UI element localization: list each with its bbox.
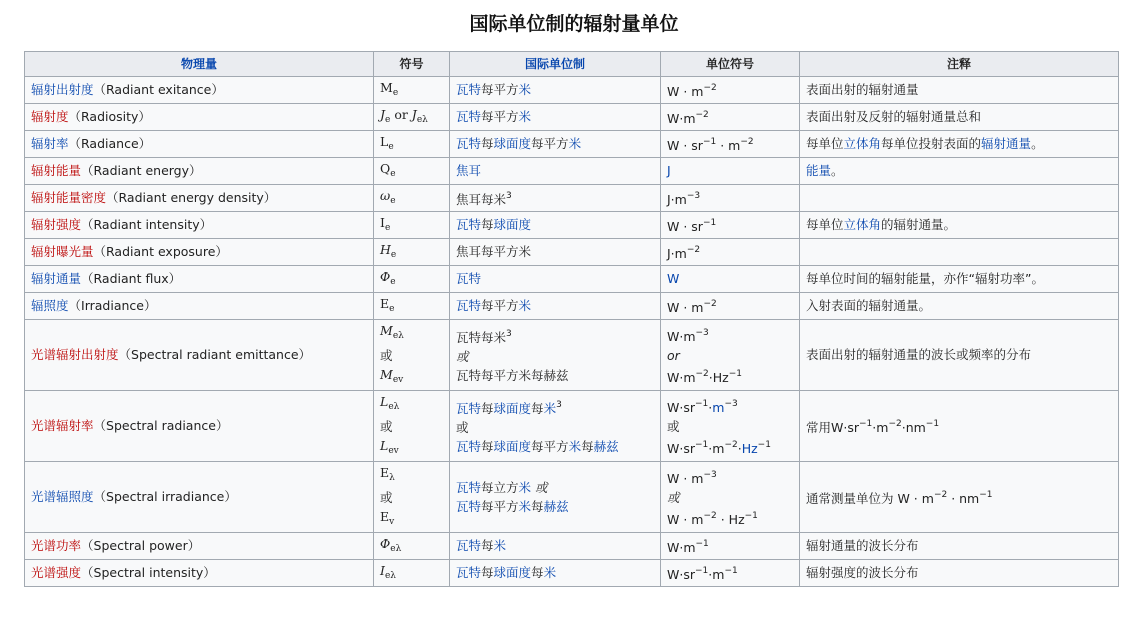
note-text: 每单位投射表面的 (881, 136, 982, 151)
unit-link-watt[interactable]: 瓦特 (456, 480, 482, 495)
quantity-cell (25, 560, 374, 587)
unit-exponent: −1 (744, 510, 758, 521)
symbol-cell (374, 104, 450, 131)
quantity-cell (25, 533, 374, 560)
unit-exponent: 3 (506, 191, 512, 201)
note-text: 的辐射通量。 (881, 217, 957, 232)
unit-symbol-link[interactable]: J (667, 163, 671, 178)
unit-text: 每平方 (481, 499, 519, 514)
unit-symbol: W·m (667, 111, 696, 126)
si-unit-cell (450, 391, 661, 462)
unit-link-meter[interactable]: 米 (568, 439, 582, 454)
unit-link-meter[interactable]: 米 (493, 538, 507, 553)
si-unit-cell (450, 320, 661, 391)
symbol-subscript: e (389, 303, 395, 314)
header-quantity[interactable]: 物理量 (25, 52, 374, 77)
quantity-link-missing[interactable]: 辐射能量 (31, 163, 82, 178)
si-unit-cell (450, 560, 661, 587)
unit-symbol-link[interactable]: m (712, 399, 725, 415)
symbol: M (380, 322, 393, 338)
unit-link-steradian[interactable]: 球面度 (493, 565, 532, 580)
quantity-english: （Spectral irradiance） (93, 489, 237, 504)
notes-cell (800, 212, 1119, 239)
symbol-cell (374, 293, 450, 320)
unit-exponent: −2 (703, 510, 717, 521)
si-unit-cell (450, 293, 661, 320)
unit-symbol: W·sr (667, 567, 695, 582)
unit-text: 每 (581, 439, 594, 454)
unit-symbol: W · sr (667, 219, 703, 234)
symbol: E (380, 295, 390, 311)
quantity-english: （Radiant energy） (81, 163, 202, 178)
symbol-or: 或 (380, 489, 393, 505)
si-unit-cell: 焦耳每平方米 (450, 239, 661, 266)
symbol-subscript: e (390, 195, 396, 206)
table-row (25, 320, 1119, 391)
symbol: M (380, 79, 393, 95)
unit-symbol-cell (661, 533, 800, 560)
symbol-subscript: e (385, 114, 391, 125)
unit-link-steradian[interactable]: 球面度 (493, 217, 532, 232)
unit-exponent: 3 (506, 329, 512, 339)
symbol-alt-subscript: eλ (416, 114, 428, 125)
header-unit-symbol: 单位符号 (661, 52, 800, 77)
unit-symbol: W · m (667, 300, 704, 315)
symbol-subscript: λ (389, 472, 395, 483)
symbol-subscript: eλ (392, 330, 404, 341)
quantity-english: （Irradiance） (68, 298, 157, 313)
notes-cell (800, 185, 1119, 212)
header-si-unit[interactable]: 国际单位制 (450, 52, 661, 77)
unit-text: 每平方 (531, 136, 569, 151)
symbol-cell (374, 185, 450, 212)
unit-exponent: 3 (556, 400, 562, 410)
unit-exponent: −2 (686, 245, 701, 255)
quantity-cell (25, 158, 374, 185)
unit-link-meter[interactable]: 米 (543, 401, 557, 416)
note-link-energy[interactable]: 能量 (806, 163, 832, 178)
unit-link-meter[interactable]: 米 (518, 109, 532, 124)
unit-link-watt[interactable]: 瓦特 (456, 565, 482, 580)
unit-exponent: −3 (703, 469, 717, 480)
quantity-cell (25, 77, 374, 104)
unit-or: 或 (667, 489, 680, 505)
quantity-english: （Radiant intensity） (81, 217, 213, 232)
unit-link-watt[interactable]: 瓦特 (456, 109, 482, 124)
quantity-link[interactable]: 辐射出射度 (31, 82, 94, 97)
note-text: 每单位 (806, 217, 844, 232)
note-link-solid-angle[interactable]: 立体角 (843, 217, 882, 232)
symbol-alt-subscript: v (389, 516, 395, 527)
symbol-alt-subscript: ev (388, 445, 399, 456)
symbol: I (380, 562, 385, 578)
unit-symbol-cell (661, 185, 800, 212)
symbol-cell (374, 320, 450, 391)
unit-text: 每 (531, 401, 544, 416)
unit-link-meter[interactable]: 米 (518, 82, 532, 97)
table-row (25, 266, 1119, 293)
unit-symbol-cell (661, 131, 800, 158)
unit-exponent: −1 (695, 439, 709, 450)
symbol-cell (374, 239, 450, 266)
unit-link-steradian[interactable]: 球面度 (493, 136, 532, 151)
unit-symbol-cell (661, 391, 800, 462)
table-row (25, 185, 1119, 212)
symbol-cell (374, 77, 450, 104)
unit-link-meter[interactable]: 米 (543, 565, 557, 580)
note-exponent: −2 (933, 490, 948, 500)
radiometry-units-table (24, 51, 1119, 587)
unit-text: 每 (481, 538, 494, 553)
symbol-cell (374, 131, 450, 158)
quantity-cell (25, 131, 374, 158)
unit-link-meter[interactable]: 米 (518, 499, 532, 514)
quantity-english: （Spectral intensity） (81, 565, 216, 580)
unit-symbol-link[interactable]: Hz (741, 440, 758, 456)
table-row (25, 462, 1119, 533)
unit-exponent: −2 (724, 439, 738, 450)
symbol-subscript: e (388, 141, 394, 152)
quantity-cell (25, 320, 374, 391)
unit-symbol: · m (716, 138, 741, 153)
notes-cell (800, 131, 1119, 158)
note-text: 通常测量单位为 W · m (806, 491, 934, 506)
header-symbol: 符号 (374, 52, 450, 77)
unit-exponent: −1 (695, 539, 709, 549)
quantity-cell (25, 212, 374, 239)
unit-link-hertz[interactable]: 赫兹 (543, 499, 569, 514)
unit-or: 或 (456, 420, 469, 435)
unit-symbol-cell (661, 158, 800, 185)
unit-symbol-cell (661, 293, 800, 320)
note-exponent: −2 (888, 419, 902, 429)
unit-symbol: W · m (667, 84, 704, 99)
symbol-alt: E (380, 508, 390, 524)
unit-text: 每平方 (481, 298, 519, 313)
notes-cell: 辐射通量的波长分布 (800, 533, 1119, 560)
note-text: ·nm (901, 420, 926, 435)
unit-link-watt[interactable]: 瓦特 (456, 401, 482, 416)
unit-symbol-cell (661, 560, 800, 587)
unit-symbol: W·m (667, 328, 696, 344)
unit-symbol: W · sr (667, 138, 703, 153)
quantity-link-missing[interactable]: 光谱强度 (31, 565, 82, 580)
unit-text: 每 (531, 565, 544, 580)
quantity-cell (25, 293, 374, 320)
unit-or: 或 (667, 418, 680, 434)
unit-symbol-cell (661, 104, 800, 131)
unit-text: 每平方 (481, 109, 519, 124)
quantity-cell (25, 239, 374, 266)
quantity-link[interactable]: 光谱辐照度 (31, 489, 94, 504)
table-row (25, 560, 1119, 587)
symbol-subscript: e (384, 222, 391, 233)
unit-link-steradian[interactable]: 球面度 (493, 401, 532, 416)
unit-symbol: · (708, 399, 713, 415)
symbol: ω (380, 187, 391, 203)
unit-link-watt[interactable]: 瓦特 (456, 271, 482, 286)
notes-cell: 表面出射的辐射通量 (800, 77, 1119, 104)
header-row (25, 52, 1119, 77)
unit-text: 每 (481, 565, 494, 580)
quantity-english: （Spectral radiant emittance） (118, 347, 312, 362)
si-unit-cell (450, 462, 661, 533)
unit-or: 或 (531, 480, 548, 495)
note-text: · nm (947, 491, 980, 506)
symbol: L (380, 393, 389, 409)
symbol: Q (380, 160, 391, 176)
unit-symbol: W · m (667, 470, 704, 486)
quantity-cell (25, 391, 374, 462)
unit-symbol: ·m (708, 567, 725, 582)
unit-symbol-cell (661, 462, 800, 533)
note-exponent: −1 (979, 490, 993, 500)
notes-cell: 表面出射的辐射通量的波长或频率的分布 (800, 320, 1119, 391)
unit-exponent: −1 (724, 566, 738, 576)
quantity-cell (25, 104, 374, 131)
quantity-link-missing[interactable]: 辐射曝光量 (31, 244, 94, 259)
table-caption: 国际单位制的辐射量单位 (469, 13, 679, 35)
unit-symbol: · (737, 440, 742, 456)
unit-link-watt[interactable]: 瓦特 (456, 217, 482, 232)
unit-symbol: W·sr (667, 399, 695, 415)
unit-exponent: −2 (695, 110, 709, 120)
quantity-link-missing[interactable]: 光谱功率 (31, 538, 82, 553)
symbol-cell (374, 533, 450, 560)
unit-text: 瓦特每米 (456, 330, 507, 345)
quantity-english: （Spectral power） (81, 538, 201, 553)
quantity-link[interactable]: 辐射率 (31, 136, 69, 151)
unit-link-watt[interactable]: 瓦特 (456, 82, 482, 97)
symbol: Φ (380, 268, 391, 284)
quantity-link-missing[interactable]: 辐射能量密度 (31, 190, 107, 205)
symbol-alt-subscript: ev (392, 374, 404, 385)
header-notes: 注释 (800, 52, 1119, 77)
table-row (25, 77, 1119, 104)
notes-cell (800, 391, 1119, 462)
symbol-subscript: e (390, 276, 396, 287)
unit-exponent: −1 (702, 218, 717, 228)
symbol-cell (374, 462, 450, 533)
symbol-subscript: eλ (390, 543, 402, 554)
quantity-link-missing[interactable]: 辐射强度 (31, 217, 82, 232)
unit-symbol-cell (661, 320, 800, 391)
unit-symbol-link[interactable]: W (667, 271, 680, 286)
unit-text: 每平方 (531, 439, 569, 454)
unit-exponent: −1 (702, 137, 717, 147)
table-row (25, 293, 1119, 320)
unit-exponent: −2 (703, 299, 717, 309)
unit-text: 每 (531, 499, 544, 514)
quantity-english: （Radiant energy density） (106, 190, 277, 205)
unit-symbol: J·m (667, 246, 687, 261)
note-exponent: −1 (925, 419, 940, 429)
unit-text: 每 (481, 401, 494, 416)
unit-symbol-cell (661, 266, 800, 293)
notes-cell: 每单位时间的辐射能量，亦作“辐射功率”。 (800, 266, 1119, 293)
note-text: ·m (872, 420, 889, 435)
unit-exponent: −3 (686, 191, 701, 201)
unit-symbol: J·m (667, 192, 687, 207)
note-link-radiant-flux[interactable]: 辐射通量 (981, 136, 1032, 151)
symbol: H (380, 241, 391, 257)
unit-symbol: W·m (667, 540, 696, 555)
quantity-cell (25, 266, 374, 293)
unit-symbol: W · m (667, 511, 704, 527)
si-unit-cell (450, 212, 661, 239)
si-unit-cell (450, 131, 661, 158)
symbol-subscript: eλ (388, 401, 400, 412)
notes-cell: 表面出射及反射的辐射通量总和 (800, 104, 1119, 131)
symbol: J (380, 106, 386, 122)
unit-link-meter[interactable]: 米 (518, 480, 532, 495)
table-row (25, 533, 1119, 560)
note-text: 。 (1031, 136, 1044, 151)
unit-text: 每平方 (481, 82, 519, 97)
symbol-or: or (390, 106, 412, 122)
si-unit-cell (450, 158, 661, 185)
notes-cell: 辐射强度的波长分布 (800, 560, 1119, 587)
quantity-english: （Radiance） (68, 136, 152, 151)
unit-link-hertz[interactable]: 赫兹 (593, 439, 619, 454)
unit-or: or (667, 347, 680, 363)
unit-link-watt[interactable]: 瓦特 (456, 499, 482, 514)
unit-exponent: −3 (695, 327, 709, 338)
table-row (25, 104, 1119, 131)
table-row (25, 131, 1119, 158)
symbol: E (380, 464, 390, 480)
unit-symbol: W·m (667, 369, 696, 385)
note-text: 每单位 (806, 136, 844, 151)
quantity-cell (25, 462, 374, 533)
unit-exponent: −1 (695, 566, 709, 576)
unit-link-meter[interactable]: 米 (568, 136, 582, 151)
unit-text: 焦耳每米 (456, 192, 507, 207)
unit-link-watt[interactable]: 瓦特 (456, 439, 482, 454)
table-row (25, 391, 1119, 462)
si-unit-cell (450, 77, 661, 104)
symbol: I (380, 214, 385, 230)
unit-exponent: −1 (757, 439, 771, 450)
note-text: 常用W·sr (806, 420, 859, 435)
unit-link-watt[interactable]: 瓦特 (456, 298, 482, 313)
unit-symbol-cell (661, 77, 800, 104)
notes-cell: 入射表面的辐射通量。 (800, 293, 1119, 320)
unit-link-watt[interactable]: 瓦特 (456, 538, 482, 553)
symbol: L (380, 133, 389, 149)
unit-symbol: · Hz (716, 511, 745, 527)
unit-exponent: −2 (740, 137, 754, 147)
symbol-cell (374, 560, 450, 587)
quantity-link-missing[interactable]: 光谱辐射率 (31, 418, 94, 433)
symbol-subscript: e (390, 168, 396, 179)
unit-symbol-cell (661, 212, 800, 239)
si-unit-cell (450, 533, 661, 560)
unit-text: 每 (481, 217, 494, 232)
symbol-subscript: e (392, 87, 399, 98)
quantity-english: （Radiant exitance） (93, 82, 224, 97)
unit-symbol: W·sr (667, 440, 695, 456)
unit-exponent: −2 (703, 83, 717, 93)
unit-link-steradian[interactable]: 球面度 (493, 439, 532, 454)
symbol-subscript: e (390, 249, 397, 260)
quantity-english: （Radiant flux） (81, 271, 182, 286)
quantity-link[interactable]: 辐射通量 (31, 271, 82, 286)
table-row (25, 212, 1119, 239)
quantity-english: （Radiosity） (68, 109, 151, 124)
unit-exponent: −1 (695, 398, 709, 409)
unit-symbol: ·Hz (708, 369, 729, 385)
unit-or: 或 (456, 349, 469, 364)
table-row (25, 239, 1119, 266)
si-unit-cell (450, 266, 661, 293)
symbol-cell (374, 391, 450, 462)
symbol-or: 或 (380, 347, 393, 363)
unit-link-joule[interactable]: 焦耳 (456, 163, 482, 178)
quantity-cell (25, 185, 374, 212)
note-link-solid-angle[interactable]: 立体角 (843, 136, 882, 151)
si-unit-cell (450, 104, 661, 131)
unit-symbol-cell (661, 239, 800, 266)
quantity-english: （Spectral radiance） (93, 418, 229, 433)
quantity-link-missing[interactable]: 光谱辐射出射度 (31, 347, 119, 362)
symbol: Φ (380, 535, 391, 551)
symbol-alt: J (411, 106, 417, 122)
unit-text: 每 (481, 439, 494, 454)
unit-link-meter[interactable]: 米 (518, 298, 532, 313)
unit-link-watt[interactable]: 瓦特 (456, 136, 482, 151)
symbol-cell (374, 266, 450, 293)
unit-text: 每立方 (481, 480, 519, 495)
quantity-link-missing[interactable]: 辐射度 (31, 109, 69, 124)
symbol-or: 或 (380, 418, 393, 434)
note-exponent: −1 (859, 419, 873, 429)
symbol-cell (374, 158, 450, 185)
symbol-subscript: eλ (384, 570, 396, 581)
unit-text: 每 (481, 136, 494, 151)
notes-cell (800, 462, 1119, 533)
unit-exponent: −3 (724, 398, 738, 409)
unit-text: 瓦特每平方米每赫兹 (456, 368, 569, 383)
quantity-english: （Radiant exposure） (93, 244, 228, 259)
symbol-alt: M (380, 366, 393, 382)
notes-cell (800, 239, 1119, 266)
notes-cell (800, 158, 1119, 185)
si-unit-cell (450, 185, 661, 212)
unit-exponent: −2 (695, 368, 709, 379)
symbol-cell (374, 212, 450, 239)
unit-symbol: ·m (708, 440, 725, 456)
unit-exponent: −1 (728, 368, 743, 379)
note-text: 。 (831, 163, 844, 178)
symbol-alt: L (380, 437, 389, 453)
quantity-link[interactable]: 辐照度 (31, 298, 69, 313)
table-row (25, 158, 1119, 185)
